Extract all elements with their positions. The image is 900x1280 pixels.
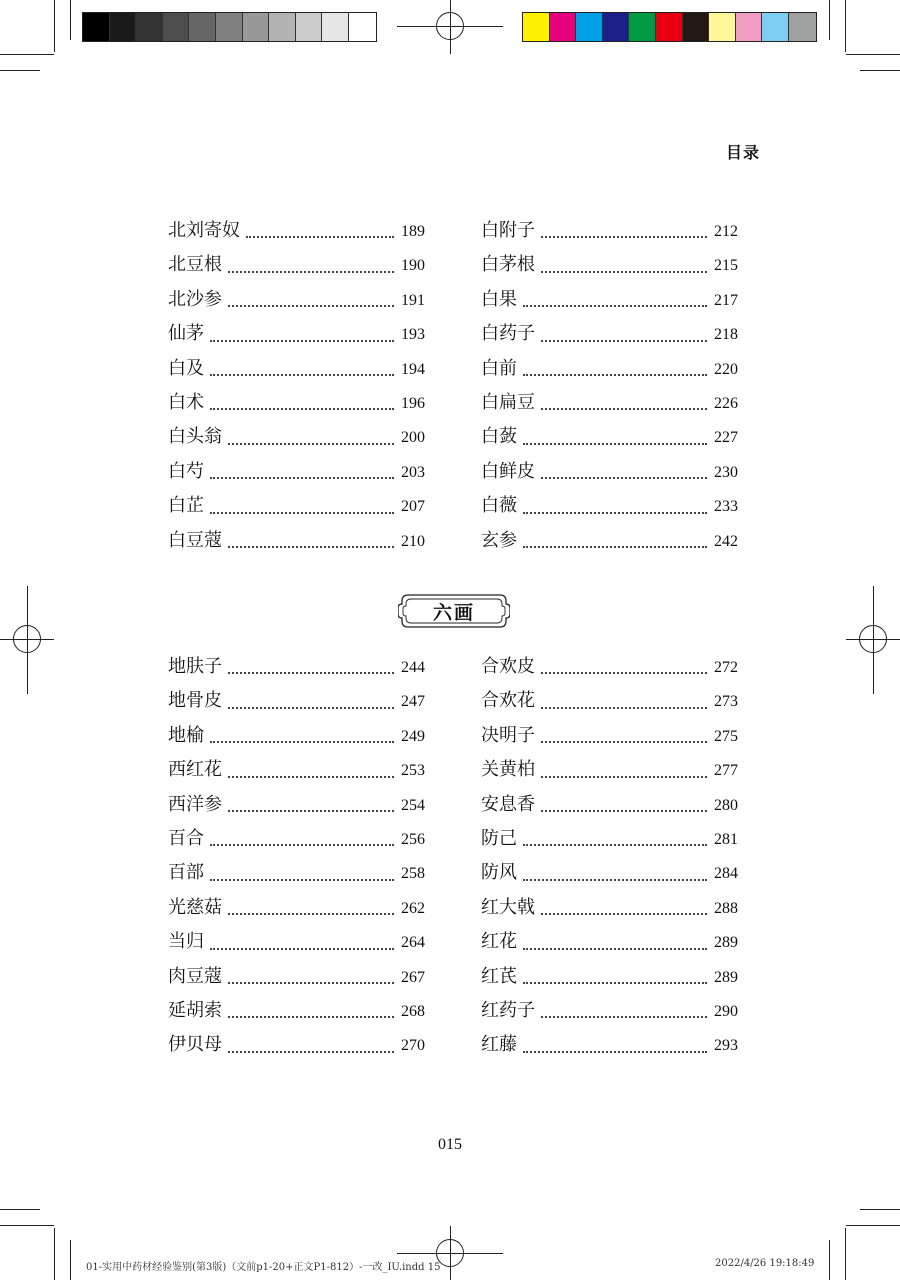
toc-entry-title: 红藤: [481, 1034, 517, 1056]
dot-leader: [541, 809, 707, 812]
toc-entry-title: 红花: [481, 931, 517, 953]
toc-entry-title: 白芍: [168, 460, 204, 482]
section-heading: [398, 592, 510, 630]
toc-entry-page: 273: [714, 693, 738, 711]
toc-entry-title: 白鲜皮: [481, 460, 535, 482]
toc-entry-page: 233: [714, 498, 738, 516]
toc-entry-title: 北刘寄奴: [168, 220, 240, 241]
toc-entry-page: 254: [401, 796, 425, 814]
toc-entry-page: 290: [714, 1002, 738, 1020]
toc-entry-page: 217: [714, 291, 738, 309]
dot-leader: [541, 407, 707, 410]
crop-mark: [829, 0, 830, 40]
dot-leader: [210, 878, 394, 881]
crop-mark: [0, 1225, 54, 1226]
registration-line: [0, 639, 54, 640]
dot-leader: [523, 373, 707, 376]
dot-leader: [523, 878, 707, 881]
crop-mark: [54, 1228, 55, 1280]
dot-leader: [210, 947, 394, 950]
toc-entry-title: 防己: [481, 827, 517, 849]
page-number: 015: [438, 1136, 462, 1153]
toc-entry[interactable]: [481, 755, 738, 789]
toc-entry-title: 百部: [168, 862, 204, 884]
color-swatch: [736, 13, 763, 41]
toc-column-right: [481, 652, 738, 1065]
toc-entry-title: 北沙参: [168, 288, 222, 310]
toc-entry-page: 249: [401, 727, 425, 745]
crop-mark: [0, 54, 54, 55]
running-header: 目录: [726, 143, 761, 162]
toc-entry-page: 288: [714, 899, 738, 917]
dot-leader: [210, 511, 394, 514]
toc-entry[interactable]: [168, 422, 425, 456]
toc-entry-title: 白豆蔻: [168, 529, 222, 551]
crop-mark: [845, 1228, 846, 1280]
toc-entry-title: 百合: [168, 827, 204, 849]
toc-entry[interactable]: [168, 686, 425, 720]
toc-entry[interactable]: [481, 491, 738, 525]
dot-leader: [210, 476, 394, 479]
print-slug-file: 01-实用中药材经验鉴别(第3版)（文前p1-20+正文P1-812）-一改_IU.indd 15: [86, 1262, 441, 1273]
toc-entry[interactable]: [481, 285, 738, 319]
toc-entry-title: 地骨皮: [168, 690, 222, 712]
dot-leader: [228, 671, 394, 674]
crop-mark: [860, 1209, 900, 1210]
toc-entry[interactable]: [481, 893, 738, 927]
toc-entry[interactable]: [168, 285, 425, 319]
toc-entry[interactable]: [481, 422, 738, 456]
toc-entry[interactable]: [168, 824, 425, 858]
dot-leader: [228, 545, 394, 548]
dot-leader: [541, 339, 707, 342]
toc-entry-page: 262: [401, 899, 425, 917]
toc-entry-page: 244: [401, 659, 425, 676]
toc-entry-title: 关黄柏: [481, 759, 535, 781]
registration-line: [873, 586, 874, 694]
dot-leader: [523, 947, 707, 950]
dot-leader: [228, 1050, 394, 1053]
toc-entry[interactable]: [481, 1030, 738, 1064]
dot-leader: [541, 235, 707, 238]
toc-entry-title: 白芷: [168, 495, 204, 517]
dot-leader: [541, 775, 707, 778]
color-swatch: [216, 13, 243, 41]
dot-leader: [541, 1015, 707, 1018]
toc-entry-page: 189: [401, 223, 425, 240]
toc-entry-title: 肉豆蔻: [168, 965, 222, 987]
toc-section-1: [168, 216, 738, 560]
registration-line: [397, 1253, 503, 1254]
crop-mark: [846, 54, 900, 55]
dot-leader: [523, 511, 707, 514]
dot-leader: [541, 912, 707, 915]
toc-entry[interactable]: [168, 491, 425, 525]
section-heading-label: 六画: [432, 601, 475, 624]
toc-entry-title: 白薇: [481, 495, 517, 517]
color-swatch: [110, 13, 137, 41]
toc-entry-title: 北豆根: [168, 254, 222, 276]
toc-column-left: [168, 652, 425, 1065]
toc-entry-title: 合欢花: [481, 690, 535, 712]
dot-leader: [541, 706, 707, 709]
toc-entry[interactable]: [168, 858, 425, 892]
registration-line: [27, 586, 28, 694]
toc-entry[interactable]: [481, 216, 738, 250]
dot-leader: [228, 304, 394, 307]
toc-entry-page: 220: [714, 360, 738, 378]
crop-mark: [70, 1240, 71, 1280]
toc-entry-page: 277: [714, 762, 738, 780]
dot-leader: [228, 442, 394, 445]
toc-entry[interactable]: [481, 927, 738, 961]
dot-leader: [210, 339, 394, 342]
dot-leader: [541, 671, 707, 674]
color-swatch: [523, 13, 550, 41]
grayscale-color-bar: [82, 12, 377, 42]
toc-entry[interactable]: [481, 354, 738, 388]
toc-entry[interactable]: [168, 996, 425, 1030]
registration-line: [397, 26, 503, 27]
toc-entry[interactable]: [168, 319, 425, 353]
color-swatch: [709, 13, 736, 41]
toc-entry-title: 红大戟: [481, 896, 535, 918]
toc-entry-page: 200: [401, 429, 425, 447]
toc-entry-title: 白果: [481, 288, 517, 310]
toc-entry[interactable]: [481, 526, 738, 560]
color-swatch: [269, 13, 296, 41]
toc-entry[interactable]: [168, 721, 425, 755]
toc-entry[interactable]: [481, 790, 738, 824]
toc-entry-page: 272: [714, 659, 738, 676]
color-swatch: [656, 13, 683, 41]
crop-mark: [0, 1209, 40, 1210]
toc-entry[interactable]: [481, 652, 738, 686]
toc-entry[interactable]: [481, 686, 738, 720]
color-swatch: [683, 13, 710, 41]
process-color-bar: [522, 12, 817, 42]
registration-line: [846, 639, 900, 640]
color-swatch: [349, 13, 376, 41]
toc-entry-title: 延胡索: [168, 999, 222, 1021]
toc-entry-title: 红芪: [481, 965, 517, 987]
dot-leader: [210, 407, 394, 410]
color-swatch: [629, 13, 656, 41]
toc-entry-page: 247: [401, 693, 425, 711]
toc-entry-page: 270: [401, 1037, 425, 1055]
dot-leader: [210, 740, 394, 743]
toc-entry-page: 284: [714, 865, 738, 883]
color-swatch: [576, 13, 603, 41]
crop-mark: [846, 1225, 900, 1226]
toc-column-right: [481, 216, 738, 560]
dot-leader: [228, 270, 394, 273]
dot-leader: [523, 304, 707, 307]
toc-entry-page: 289: [714, 934, 738, 952]
toc-entry-title: 白及: [168, 357, 204, 379]
toc-entry-page: 215: [714, 257, 738, 275]
toc-entry[interactable]: [168, 250, 425, 284]
dot-leader: [210, 373, 394, 376]
dot-leader: [523, 981, 707, 984]
toc-entry-title: 白术: [168, 391, 204, 413]
toc-entry-page: 293: [714, 1037, 738, 1055]
color-swatch: [322, 13, 349, 41]
dot-leader: [246, 235, 394, 238]
toc-entry[interactable]: [168, 790, 425, 824]
toc-entry[interactable]: [168, 962, 425, 996]
toc-entry[interactable]: [168, 457, 425, 491]
toc-entry[interactable]: [481, 457, 738, 491]
toc-entry[interactable]: [481, 388, 738, 422]
dot-leader: [523, 843, 707, 846]
toc-entry-page: 196: [401, 394, 425, 412]
toc-entry-page: 258: [401, 865, 425, 883]
color-swatch: [789, 13, 816, 41]
dot-leader: [523, 442, 707, 445]
toc-entry-page: 242: [714, 532, 738, 550]
toc-entry-page: 203: [401, 463, 425, 481]
toc-entry-page: 218: [714, 326, 738, 344]
toc-entry[interactable]: [168, 893, 425, 927]
dot-leader: [210, 843, 394, 846]
toc-entry[interactable]: [481, 824, 738, 858]
toc-entry[interactable]: [481, 996, 738, 1030]
toc-entry-page: 226: [714, 394, 738, 412]
toc-entry-page: 253: [401, 762, 425, 780]
dot-leader: [228, 706, 394, 709]
toc-entry[interactable]: [168, 216, 425, 250]
dot-leader: [541, 476, 707, 479]
crop-mark: [829, 1240, 830, 1280]
dot-leader: [541, 740, 707, 743]
toc-entry-page: 190: [401, 257, 425, 275]
toc-entry-title: 白扁豆: [481, 391, 535, 413]
toc-entry[interactable]: [168, 755, 425, 789]
toc-entry[interactable]: [168, 652, 425, 686]
toc-entry-page: 268: [401, 1002, 425, 1020]
dot-leader: [523, 1050, 707, 1053]
toc-entry-title: 白前: [481, 357, 517, 379]
toc-column-left: [168, 216, 425, 560]
toc-entry-title: 西洋参: [168, 793, 222, 815]
crop-mark: [70, 0, 71, 40]
toc-entry-page: 230: [714, 463, 738, 481]
toc-entry-title: 防风: [481, 862, 517, 884]
toc-entry-title: 白头翁: [168, 426, 222, 448]
toc-entry-page: 194: [401, 360, 425, 378]
toc-entry-title: 白蔹: [481, 426, 517, 448]
toc-entry-title: 安息香: [481, 793, 535, 815]
crop-mark: [0, 70, 40, 71]
color-swatch: [762, 13, 789, 41]
dot-leader: [541, 270, 707, 273]
toc-entry-title: 决明子: [481, 724, 535, 746]
toc-entry-page: 210: [401, 532, 425, 550]
dot-leader: [228, 775, 394, 778]
crop-mark: [860, 70, 900, 71]
toc-entry[interactable]: [481, 721, 738, 755]
toc-entry-title: 西红花: [168, 759, 222, 781]
color-swatch: [189, 13, 216, 41]
toc-entry[interactable]: [481, 858, 738, 892]
toc-entry[interactable]: [168, 927, 425, 961]
color-swatch: [136, 13, 163, 41]
dot-leader: [523, 545, 707, 548]
crop-mark: [845, 0, 846, 52]
toc-entry-page: 281: [714, 830, 738, 848]
toc-entry-title: 红药子: [481, 999, 535, 1021]
toc-entry-page: 227: [714, 429, 738, 447]
color-swatch: [163, 13, 190, 41]
crop-mark: [54, 0, 55, 52]
dot-leader: [228, 1015, 394, 1018]
toc-entry[interactable]: [481, 319, 738, 353]
toc-entry-title: 仙茅: [168, 323, 204, 345]
toc-entry-page: 280: [714, 796, 738, 814]
color-swatch: [243, 13, 270, 41]
color-swatch: [83, 13, 110, 41]
toc-entry-page: 207: [401, 498, 425, 516]
color-swatch: [296, 13, 323, 41]
toc-entry-title: 当归: [168, 931, 204, 953]
toc-entry-title: 光慈菇: [168, 896, 222, 918]
toc-entry-title: 白茅根: [481, 254, 535, 276]
toc-entry-title: 地榆: [168, 724, 204, 746]
toc-entry-page: 289: [714, 968, 738, 986]
toc-entry-title: 玄参: [481, 529, 517, 551]
toc-entry-page: 212: [714, 223, 738, 240]
toc-entry-title: 白附子: [481, 220, 535, 241]
toc-entry[interactable]: [168, 1030, 425, 1064]
print-slug-timestamp: 2022/4/26 19:18:49: [715, 1258, 815, 1269]
toc-entry-title: 伊贝母: [168, 1034, 222, 1056]
toc-entry-page: 275: [714, 727, 738, 745]
color-swatch: [603, 13, 630, 41]
toc-entry-page: 256: [401, 830, 425, 848]
toc-entry-page: 191: [401, 291, 425, 309]
toc-entry[interactable]: [481, 250, 738, 284]
toc-entry[interactable]: [168, 388, 425, 422]
toc-section-2: [168, 652, 738, 1065]
toc-entry-title: 白药子: [481, 323, 535, 345]
toc-entry-title: 合欢皮: [481, 656, 535, 677]
toc-entry[interactable]: [481, 962, 738, 996]
dot-leader: [228, 912, 394, 915]
toc-entry-page: 267: [401, 968, 425, 986]
toc-entry[interactable]: [168, 526, 425, 560]
dot-leader: [228, 809, 394, 812]
color-swatch: [550, 13, 577, 41]
registration-line: [450, 0, 451, 54]
toc-entry[interactable]: [168, 354, 425, 388]
toc-entry-page: 193: [401, 326, 425, 344]
toc-entry-page: 264: [401, 934, 425, 952]
dot-leader: [228, 981, 394, 984]
toc-entry-title: 地肤子: [168, 656, 222, 677]
